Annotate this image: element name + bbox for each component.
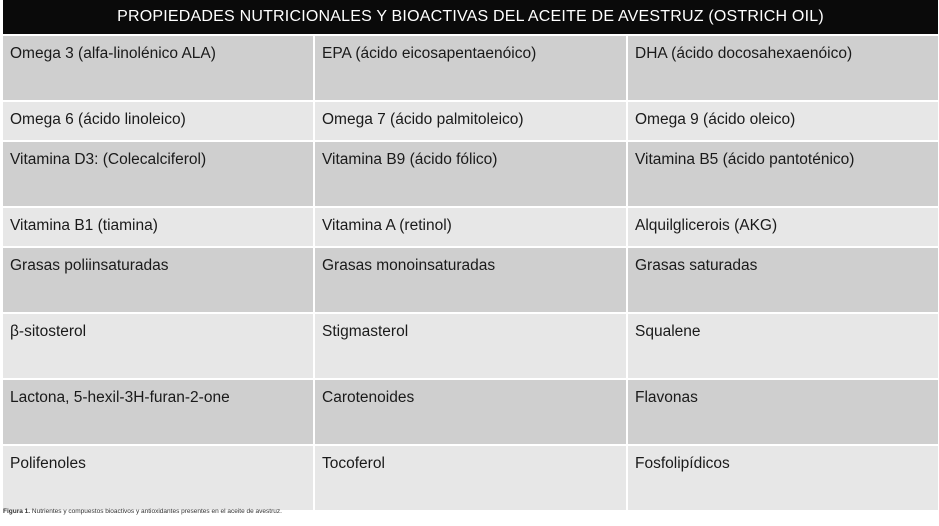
table-cell: Vitamina A (retinol) (315, 208, 626, 246)
figure-caption (3, 508, 282, 515)
table-cell: Alquilglicerois (AKG) (628, 208, 938, 246)
table-cell: Grasas poliinsaturadas (3, 248, 313, 312)
table-cell: Vitamina D3: (Colecalciferol) (3, 142, 313, 206)
table-cell: Stigmasterol (315, 314, 626, 378)
table-cell: DHA (ácido docosahexaenóico) (628, 36, 938, 100)
table-cell: Flavonas (628, 380, 938, 444)
table-title: PROPIEDADES NUTRICIONALES Y BIOACTIVAS DEL ACEITE DE AVESTRUZ (OSTRICH OIL) (3, 0, 938, 34)
nutrient-table (3, 36, 938, 510)
table-cell: Tocoferol (315, 446, 626, 510)
table-cell: Squalene (628, 314, 938, 378)
table-cell: Lactona, 5-hexil-3H-furan-2-one (3, 380, 313, 444)
table-cell: Vitamina B5 (ácido pantoténico) (628, 142, 938, 206)
table-cell: Vitamina B1 (tiamina) (3, 208, 313, 246)
table-cell: EPA (ácido eicosapentaenóico) (315, 36, 626, 100)
table-cell: Omega 7 (ácido palmitoleico) (315, 102, 626, 140)
table-cell: Grasas monoinsaturadas (315, 248, 626, 312)
table-cell: Carotenoides (315, 380, 626, 444)
table-cell: Vitamina B9 (ácido fólico) (315, 142, 626, 206)
table-cell: β-sitosterol (3, 314, 313, 378)
table-cell: Grasas saturadas (628, 248, 938, 312)
table-cell: Omega 9 (ácido oleico) (628, 102, 938, 140)
table-cell: Polifenoles (3, 446, 313, 510)
table-cell: Omega 3 (alfa-linolénico ALA) (3, 36, 313, 100)
caption-label: Figura 1. (3, 508, 31, 515)
table-cell: Omega 6 (ácido linoleico) (3, 102, 313, 140)
table-cell: Fosfolipídicos (628, 446, 938, 510)
caption-text: Nutrientes y compuestos bioactivos y antioxidantes presentes en el aceite de avestruz. (31, 508, 282, 515)
